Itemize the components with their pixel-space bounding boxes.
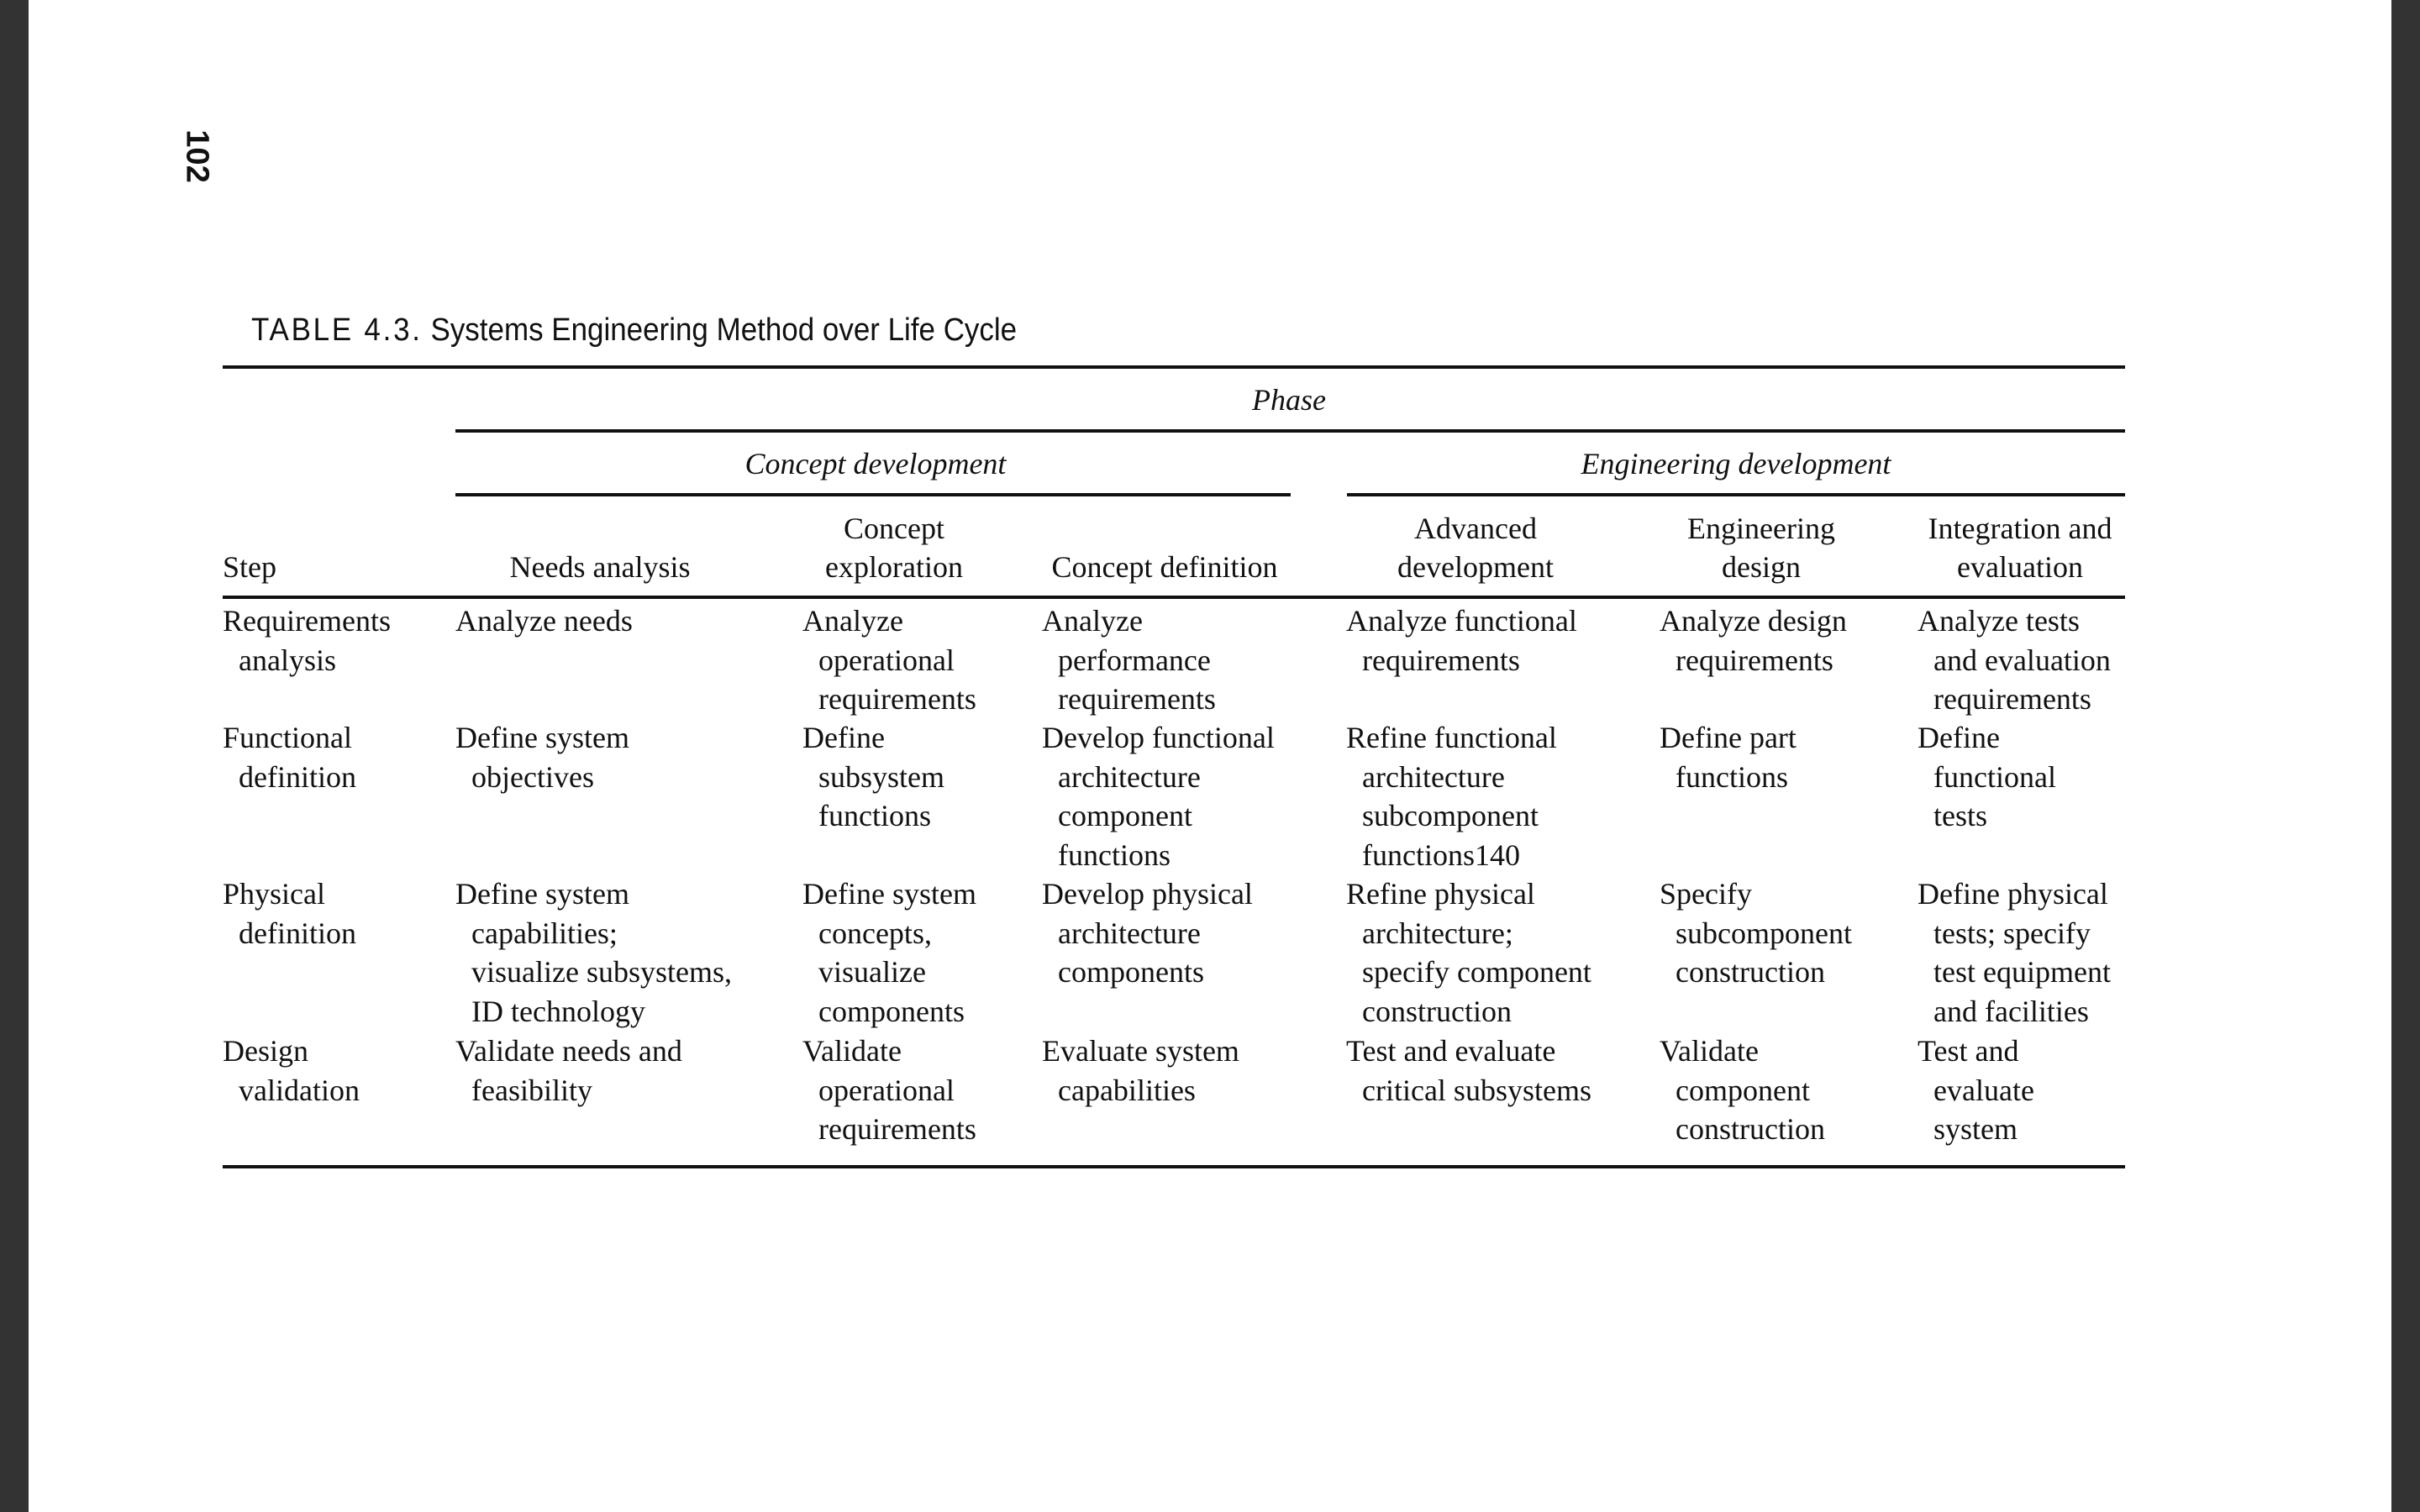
cell-line: component <box>1058 799 1192 832</box>
header-bottom-rule <box>223 596 2125 599</box>
cell-line: requirements <box>818 1112 976 1146</box>
cell-line: Functional <box>223 721 352 754</box>
cell-line: requirements <box>1676 643 1833 677</box>
table-cell <box>1042 718 1275 874</box>
cell-line: and evaluation <box>1933 643 2111 677</box>
table-caption-title: Systems Engineering Method over Life Cycle <box>430 312 1018 348</box>
cell-line: functions <box>1676 759 1788 794</box>
cell-line: capabilities; <box>471 916 618 950</box>
cell-line: tests; specify <box>1933 916 2091 950</box>
cell-line: Validate <box>1660 1034 1759 1068</box>
cell-line: component <box>1676 1073 1810 1107</box>
step-cell <box>223 718 356 796</box>
cell-line: requirements <box>1933 682 2091 716</box>
cell-line: objectives <box>471 759 594 794</box>
column-header <box>1005 548 1324 587</box>
cell-line: Validate needs and <box>455 1034 682 1068</box>
cell-line: Define <box>1918 721 2000 754</box>
cell-line: subcomponent <box>1362 799 1539 832</box>
cell-line: construction <box>1362 994 1512 1028</box>
table-cell <box>1346 1032 1591 1110</box>
cell-line: specify component <box>1362 955 1591 989</box>
table-bottom-rule <box>223 1165 2125 1168</box>
cell-line: Analyze functional <box>1346 604 1577 638</box>
cell-line: Analyze needs <box>455 604 633 638</box>
table-caption-label: TABLE 4.3. <box>251 312 423 348</box>
table-cell <box>802 718 944 836</box>
step-cell <box>223 601 391 680</box>
table-cell <box>1918 718 2056 836</box>
table-cell <box>1660 601 1847 680</box>
table-cell <box>1660 718 1797 796</box>
cell-line: performance <box>1058 643 1211 677</box>
cell-line: functions140 <box>1362 837 1520 872</box>
cell-line: components <box>1058 955 1204 989</box>
page-number: 102 <box>179 129 215 183</box>
table-cell <box>1918 1032 2034 1149</box>
column-header-line: design <box>1722 550 1801 584</box>
table-cell <box>1918 601 2111 719</box>
step-cell <box>223 874 356 953</box>
column-header <box>1316 509 1635 587</box>
cell-line: definition <box>239 759 356 794</box>
engineering-group-rule <box>1347 493 2125 496</box>
cell-line: Specify <box>1660 877 1752 911</box>
cell-line: Test and evaluate <box>1346 1034 1556 1068</box>
step-cell <box>223 1032 360 1110</box>
cell-line: Physical <box>223 877 325 911</box>
table-cell <box>1918 874 2111 1031</box>
cell-line: construction <box>1676 955 1825 989</box>
cell-line: Define system <box>455 877 629 911</box>
cell-line: functions <box>1058 837 1171 872</box>
cell-line: architecture <box>1362 759 1505 794</box>
table-cell <box>455 601 633 641</box>
cell-line: Develop functional <box>1042 721 1275 754</box>
cell-line: ID technology <box>471 994 645 1028</box>
table-cell <box>1346 718 1557 874</box>
column-header <box>440 548 760 587</box>
phase-rule <box>455 429 2125 433</box>
cell-line: validation <box>239 1073 360 1107</box>
cell-line: Define physical <box>1918 877 2108 911</box>
cell-line: Evaluate system <box>1042 1034 1239 1068</box>
cell-line: architecture; <box>1362 916 1513 950</box>
cell-line: evaluate <box>1933 1073 2034 1107</box>
cell-line: operational <box>818 1073 955 1107</box>
cell-line: Define system <box>455 721 629 754</box>
engineering-development-header: Engineering development <box>1581 447 1891 480</box>
cell-line: test equipment <box>1933 955 2111 989</box>
column-header-line: exploration <box>825 550 963 584</box>
cell-line: system <box>1933 1112 2018 1146</box>
cell-line: tests <box>1933 799 1988 832</box>
cell-line: functional <box>1933 759 2056 794</box>
cell-line: components <box>818 994 965 1028</box>
column-header-line: development <box>1397 550 1554 584</box>
table-caption <box>251 312 1017 349</box>
column-header-line: Concept <box>844 511 944 545</box>
column-header-line: Engineering <box>1687 511 1835 545</box>
table-cell <box>455 874 732 1031</box>
table-cell <box>802 874 976 1031</box>
cell-line: capabilities <box>1058 1073 1196 1107</box>
cell-line: critical subsystems <box>1362 1073 1591 1107</box>
phase-header: Phase <box>1252 383 1326 417</box>
cell-line: construction <box>1676 1112 1825 1146</box>
cell-line: feasibility <box>471 1073 592 1107</box>
concept-development-header: Concept development <box>744 447 1007 480</box>
cell-line: subsystem <box>818 759 945 794</box>
table-cell <box>455 1032 682 1110</box>
cell-line: subcomponent <box>1676 916 1852 950</box>
cell-line: Test and <box>1918 1034 2019 1068</box>
table-cell <box>1660 874 1852 992</box>
cell-line: Define <box>802 721 885 754</box>
column-header-line: Integration and <box>1928 511 2112 545</box>
cell-line: Validate <box>802 1034 902 1068</box>
cell-line: Analyze design <box>1660 604 1847 638</box>
table-cell <box>1042 874 1253 992</box>
cell-line: Refine physical <box>1346 877 1535 911</box>
cell-line: Analyze tests <box>1918 604 2080 638</box>
cell-line: Analyze <box>1042 604 1143 638</box>
cell-line: analysis <box>239 643 336 677</box>
table-cell <box>1660 1032 1825 1149</box>
cell-line: Define part <box>1660 721 1797 754</box>
table-cell <box>1346 601 1577 680</box>
cell-line: and facilities <box>1933 994 2089 1028</box>
cell-line: operational <box>818 643 955 677</box>
cell-line: requirements <box>818 682 976 716</box>
cell-line: architecture <box>1058 759 1201 794</box>
cell-line: concepts, <box>818 916 932 950</box>
concept-group-rule <box>455 493 1291 496</box>
cell-line: Analyze <box>802 604 903 638</box>
table-cell <box>1042 1032 1239 1110</box>
cell-line: Develop physical <box>1042 877 1253 911</box>
cell-line: requirements <box>1362 643 1520 677</box>
column-header-line: evaluation <box>1957 550 2083 584</box>
column-header-line: Advanced <box>1414 511 1537 545</box>
cell-line: architecture <box>1058 916 1201 950</box>
cell-line: requirements <box>1058 682 1216 716</box>
cell-line: Requirements <box>223 604 391 638</box>
table-cell <box>802 1032 976 1149</box>
cell-line: visualize subsystems, <box>471 955 732 989</box>
cell-line: Design <box>223 1034 308 1068</box>
cell-line: Refine functional <box>1346 721 1557 754</box>
cell-line: definition <box>239 916 356 950</box>
column-header-line: Concept definition <box>1051 550 1278 584</box>
step-column-header: Step <box>223 550 277 584</box>
cell-line: Define system <box>802 877 976 911</box>
document-page <box>29 0 2391 1512</box>
table-cell <box>802 601 976 719</box>
column-header <box>1860 509 2180 587</box>
cell-line: visualize <box>818 955 926 989</box>
cell-line: functions <box>818 799 931 832</box>
column-header-line: Needs analysis <box>509 550 691 584</box>
table-cell <box>455 718 629 796</box>
table-cell <box>1346 874 1591 1031</box>
table-top-rule <box>223 365 2125 369</box>
table-cell <box>1042 601 1216 719</box>
